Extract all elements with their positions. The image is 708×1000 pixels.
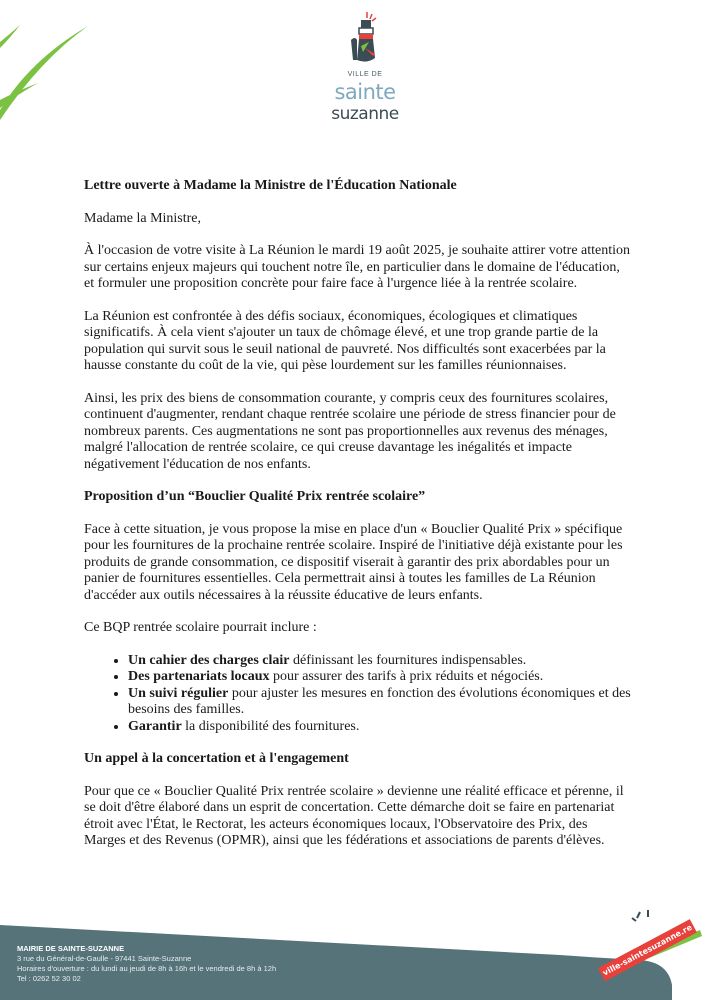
website-link[interactable]: ville-saintesuzanne.re — [598, 919, 697, 981]
list-item — [128, 686, 632, 719]
salutation: Madame la Ministre, — [84, 210, 202, 226]
list-intro: Ce BQP rentrée scolaire pourrait inclure : — [84, 620, 317, 635]
list-item — [128, 669, 632, 686]
bullet-list — [84, 653, 632, 736]
paragraph: Ainsi, les prix des biens de consommation courante, y compris ceux des fournitures scolaires, continuent d'augmenter, rendant chaque rentrée scolaire une période de stress financier pour de nombreux parents. Ces augmentations ne sont pas proportionnelles aux revenus des ménages, malgré l'allocation de rentrée scolaire, ce qui creuse davantage les inégalités et impacte négativement l'éducation de nos enfants. — [84, 390, 616, 472]
lighthouse-icon — [345, 10, 385, 68]
letter-body — [84, 178, 632, 866]
section-heading: Un appel à la concertation et à l'engagement — [84, 751, 349, 766]
section-heading: Proposition d’un “Bouclier Qualité Prix rentrée scolaire” — [84, 489, 426, 504]
list-item-bold: Garantir — [128, 718, 182, 734]
footer-address: 3 rue du Général-de-Gaulle - 97441 Sainte-Suzanne — [17, 954, 192, 963]
letter-title: Lettre ouverte à Madame la Ministre de l'Éducation Nationale — [84, 178, 457, 193]
list-item — [128, 653, 632, 670]
footer-hours: Horaires d'ouverture : du lundi au jeudi de 8h à 16h et le vendredi de 8h à 12h — [17, 964, 277, 973]
paragraph: La Réunion est confrontée à des défis sociaux, économiques, écologiques et climatiques significatifs. À cela vient s'ajouter un taux de chômage élevé, et une trop grande partie de la population qui survit sous le seuil national de pauvreté. Nos difficultés sont exacerbées par la hausse constante du coût de la vie, qui pèse lourdement sur les familles réunionnaises. — [84, 308, 606, 373]
logo-ville-de: VILLE DE — [347, 71, 383, 78]
list-item-bold: Un cahier des charges clair — [128, 652, 290, 668]
logo-suzanne: suzanne — [331, 104, 399, 124]
list-item — [128, 719, 632, 736]
list-item-text: la disponibilité des fournitures. — [181, 718, 360, 734]
list-item-bold: Un suivi régulier — [128, 685, 229, 701]
paragraph: Pour que ce « Bouclier Qualité Prix rentrée scolaire » devienne une réalité efficace et pérenne, il se doit d'être élaboré dans un esprit de concertation. Cette démarche doit se faire en partenariat étroit avec l'État, le Rectorat, les acteurs économiques locaux, l'Observatoire des Prix, des Marges et des Revenus (OPMR), ainsi que les fédérations et associations de parents d'élèves. — [84, 783, 624, 848]
paragraph: Face à cette situation, je vous propose la mise en place d'un « Bouclier Qualité Prix » spécifique pour les fournitures de la prochaine rentrée scolaire. Inspiré de l'initiative déjà existante pour les produits de grande consommation, ce dispositif viserait à garantir des prix abordables pour un panier de fournitures essentielles. Cela permettrait ainsi à toutes les familles de La Réunion d'accéder aux outils nécessaires à la réussite éducative de leurs enfants. — [84, 521, 623, 603]
grass-decoration — [0, 0, 110, 120]
list-item-text: pour ajuster les mesures en fonction des évolutions économiques et des besoins des familles. — [128, 685, 631, 717]
list-item-text: définissant les fournitures indispensables. — [289, 652, 527, 668]
paragraph: À l'occasion de votre visite à La Réunion le mardi 19 août 2025, je souhaite attirer votre attention sur certains enjeux majeurs qui touchent notre île, en particulier dans le domaine de l'éducation, et formuler une proposition concrète pour faire face à l'urgence liée à la rentrée scolaire. — [84, 243, 631, 291]
logo-sainte: sainte — [334, 80, 396, 104]
list-item-bold: Des partenariats locaux — [128, 669, 270, 684]
city-logo — [315, 10, 415, 124]
footer-contact — [17, 944, 397, 984]
footer-org-name: MAIRIE DE SAINTE-SUZANNE — [17, 944, 125, 953]
footer-phone: Tel : 0262 52 30 02 — [17, 974, 81, 983]
list-item-text: pour assurer des tarifs à prix réduits et négociés. — [269, 669, 544, 684]
